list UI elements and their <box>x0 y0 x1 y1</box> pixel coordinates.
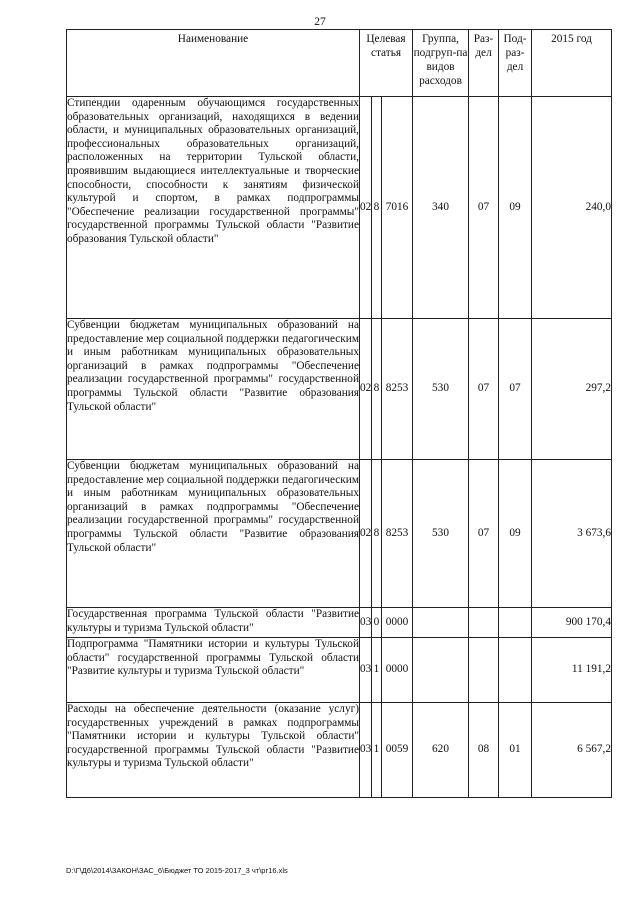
header-name: Наименование <box>67 30 360 97</box>
budget-table <box>66 29 612 798</box>
row-group: 530 <box>413 460 469 608</box>
row-target-subprogram: 1 <box>372 703 382 798</box>
table-row <box>67 703 612 798</box>
row-amount: 240,0 <box>532 97 612 319</box>
table-row <box>67 97 612 319</box>
row-subsection: 07 <box>499 319 532 460</box>
row-target-program: 03 <box>360 608 372 638</box>
row-group: 340 <box>413 97 469 319</box>
row-amount: 297,2 <box>532 319 612 460</box>
row-target-subprogram: 1 <box>372 638 382 703</box>
row-amount: 6 567,2 <box>532 703 612 798</box>
row-amount: 900 170,4 <box>532 608 612 638</box>
row-target-program: 02 <box>360 319 372 460</box>
row-target-code: 0059 <box>382 703 413 798</box>
row-target-program: 02 <box>360 460 372 608</box>
row-section <box>469 608 499 638</box>
row-amount: 11 191,2 <box>532 638 612 703</box>
row-group <box>413 638 469 703</box>
row-target-code: 8253 <box>382 460 413 608</box>
row-name: Субвенции бюджетам муниципальных образований на предоставление мер социальной поддержки педагогическим и иным работникам муниципальных образовательных организаций в рамках подпрограммы "Обеспечение реализации государственной программы" государственной программы Тульской области "Развитие образования Тульской области" <box>67 319 360 460</box>
row-target-program: 02 <box>360 97 372 319</box>
row-section: 07 <box>469 97 499 319</box>
row-name: Стипендии одаренным обучающимся государственных образовательных организаций, находящихся в ведении области, и муниципальных образовательных организаций, профессиональных образовательных организаций, расположенных на территории Тульской области, проявившим выдающиеся интеллектуальные и творческие способности, способности к занятиям физической культурой и спортом, в рамках подпрограммы "Обеспечение реализации государственной программы" государственной программы Тульской области "Развитие образования Тульской области" <box>67 97 360 319</box>
row-subsection <box>499 638 532 703</box>
row-target-code: 8253 <box>382 319 413 460</box>
table-row <box>67 638 612 703</box>
row-name: Расходы на обеспечение деятельности (оказание услуг) государственных учреждений в рамках подпрограммы "Памятники истории и культуры Тульской области" государственной программы Тульской области "Развитие культуры и туризма Тульской области" <box>67 703 360 798</box>
page-number: 27 <box>314 16 326 28</box>
row-subsection: 01 <box>499 703 532 798</box>
row-section: 07 <box>469 460 499 608</box>
header-subsection: Под-раз-дел <box>499 30 532 97</box>
row-target-code: 0000 <box>382 638 413 703</box>
row-group: 530 <box>413 319 469 460</box>
table-row <box>67 460 612 608</box>
header-target: Целевая статья <box>360 30 413 97</box>
row-target-code: 7016 <box>382 97 413 319</box>
row-section <box>469 638 499 703</box>
row-subsection: 09 <box>499 460 532 608</box>
row-target-subprogram: 8 <box>372 460 382 608</box>
row-target-subprogram: 8 <box>372 319 382 460</box>
row-section: 08 <box>469 703 499 798</box>
header-section: Раз-дел <box>469 30 499 97</box>
row-target-subprogram: 8 <box>372 97 382 319</box>
table-row <box>67 319 612 460</box>
row-subsection: 09 <box>499 97 532 319</box>
row-target-program: 03 <box>360 703 372 798</box>
header-row <box>67 30 612 97</box>
row-target-program: 03 <box>360 638 372 703</box>
row-group: 620 <box>413 703 469 798</box>
row-section: 07 <box>469 319 499 460</box>
row-group <box>413 608 469 638</box>
row-name: Подпрограмма "Памятники истории и культуры Тульской области" государственной программы Тульской области "Развитие культуры и туризма Тульской области" <box>67 638 360 703</box>
header-group: Группа, подгруп-па видов расходов <box>413 30 469 97</box>
row-subsection <box>499 608 532 638</box>
row-amount: 3 673,6 <box>532 460 612 608</box>
header-year: 2015 год <box>532 30 612 97</box>
file-path-footer: D:\Г\Д6\2014\ЗАКОН\ЗАС_6\Бюджет ТО 2015-2017_3 чт\рг16.xls <box>66 866 288 875</box>
row-target-subprogram: 0 <box>372 608 382 638</box>
row-name: Государственная программа Тульской области "Развитие культуры и туризма Тульской области" <box>67 608 360 638</box>
row-target-code: 0000 <box>382 608 413 638</box>
table-row <box>67 608 612 638</box>
row-name: Субвенции бюджетам муниципальных образований на предоставление мер социальной поддержки педагогическим и иным работникам муниципальных образовательных организаций в рамках подпрограммы "Обеспечение реализации государственной программы" государственной программы Тульской области "Развитие образования Тульской области" <box>67 460 360 608</box>
